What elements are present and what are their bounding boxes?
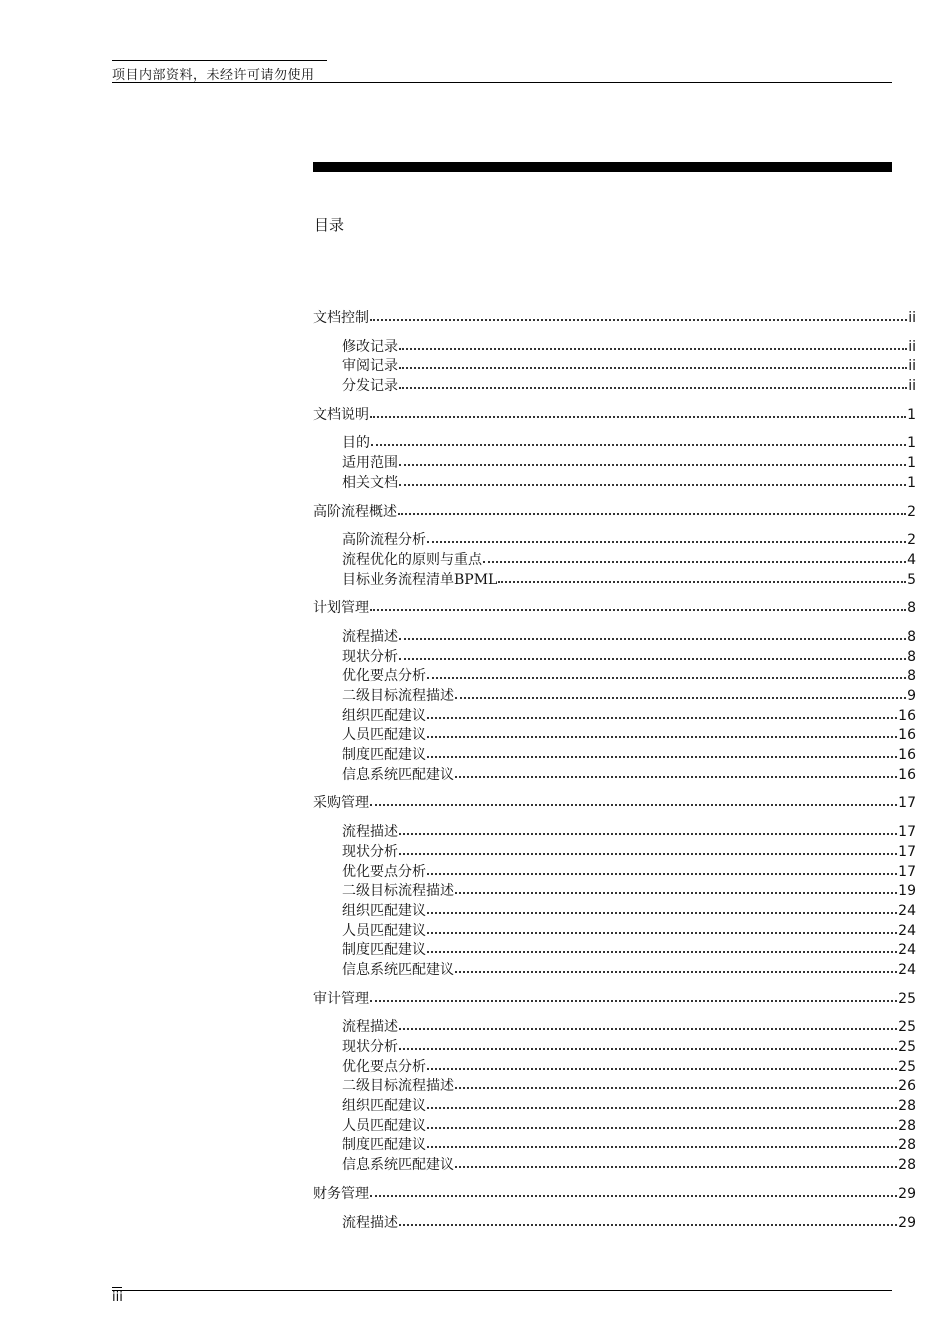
- toc-entry-page-number: 24: [898, 961, 916, 978]
- toc-entry-level-2[interactable]: [313, 1214, 916, 1234]
- toc-dot-leader: [455, 687, 906, 699]
- toc-entry-level-2[interactable]: [313, 726, 916, 746]
- toc-section: [313, 990, 916, 1176]
- toc-entry-level-2[interactable]: [313, 823, 916, 843]
- toc-entry-label: 流程描述: [342, 1019, 398, 1036]
- toc-entry-page-number: 28: [898, 1157, 916, 1174]
- toc-entry-page-number: 17: [898, 824, 916, 841]
- toc-entry-level-2[interactable]: [313, 1038, 916, 1058]
- toc-entry-page-number: 24: [898, 942, 916, 959]
- toc-entry-level-2[interactable]: [313, 1117, 916, 1137]
- toc-entry-label: 现状分析: [342, 843, 398, 860]
- toc-entry-page-number: 26: [898, 1078, 916, 1095]
- toc-entry-page-number: 29: [898, 1185, 916, 1202]
- toc-entry-level-2[interactable]: [313, 1156, 916, 1176]
- toc-entry-label: 信息系统匹配建议: [342, 1157, 454, 1174]
- header-notice: 项目内部资料，未经许可请勿使用: [112, 68, 315, 83]
- toc-entry-page-number: 8: [907, 668, 916, 685]
- toc-entry-level-2[interactable]: [313, 338, 916, 358]
- toc-dot-leader: [455, 1156, 897, 1168]
- toc-entry-label: 组织匹配建议: [342, 1098, 426, 1115]
- toc-entry-level-2[interactable]: [313, 1018, 916, 1038]
- toc-entry-page-number: 5: [907, 571, 916, 588]
- toc-dot-leader: [427, 726, 897, 738]
- toc-entry-level-2[interactable]: [313, 434, 916, 454]
- toc-dot-leader: [483, 551, 906, 563]
- toc-dot-leader: [399, 1038, 897, 1050]
- toc-dot-leader: [427, 1117, 897, 1129]
- toc-entry-page-number: ii: [908, 378, 916, 395]
- toc-dot-leader: [427, 1097, 897, 1109]
- toc-dot-leader: [399, 628, 906, 640]
- toc-dot-leader: [370, 406, 906, 418]
- footer-mark: [112, 1287, 122, 1288]
- toc-entry-label: 二级目标流程描述: [342, 1078, 454, 1095]
- toc-entry-level-2[interactable]: [313, 687, 916, 707]
- toc-entry-page-number: 1: [907, 435, 916, 452]
- table-of-contents: [313, 309, 916, 1242]
- toc-entry-page-number: 19: [898, 883, 916, 900]
- toc-entry-level-2[interactable]: [313, 746, 916, 766]
- toc-entry-level-2[interactable]: [313, 1058, 916, 1078]
- toc-dot-leader: [399, 843, 897, 855]
- toc-entry-page-number: 4: [907, 551, 916, 568]
- header-bottom-rule: [112, 82, 892, 83]
- toc-entry-page-number: 9: [907, 688, 916, 704]
- toc-section: [313, 406, 916, 494]
- toc-entry-page-number: 1: [907, 474, 916, 491]
- toc-entry-level-2[interactable]: [313, 628, 916, 648]
- toc-entry-label: 人员匹配建议: [342, 1117, 426, 1134]
- toc-entry-level-2[interactable]: [313, 902, 916, 922]
- toc-entry-page-number: 28: [898, 1137, 916, 1154]
- toc-dot-leader: [455, 961, 897, 973]
- toc-entry-page-number: ii: [908, 338, 916, 355]
- toc-entry-page-number: 8: [907, 648, 916, 665]
- toc-entry-level-1[interactable]: [313, 1185, 916, 1205]
- toc-entry-page-number: 16: [898, 727, 916, 744]
- header-top-rule: [112, 60, 327, 61]
- toc-dot-leader: [399, 377, 907, 389]
- toc-entry-page-number: 28: [898, 1117, 916, 1134]
- toc-entry-page-number: 16: [898, 747, 916, 764]
- toc-entry-label: 信息系统匹配建议: [342, 766, 454, 783]
- toc-entry-level-1[interactable]: [313, 794, 916, 814]
- footer-page-number: iii: [112, 1290, 123, 1305]
- toc-entry-label: 适用范围: [342, 455, 398, 472]
- toc-entry-label: 分发记录: [342, 378, 398, 395]
- toc-entry-level-2[interactable]: [313, 1097, 916, 1117]
- toc-entry-label: 财务管理: [313, 1185, 369, 1202]
- toc-dot-leader: [399, 338, 907, 350]
- toc-dot-leader: [427, 1136, 897, 1148]
- toc-entry-level-1[interactable]: [313, 406, 916, 426]
- toc-entry-label: 审阅记录: [342, 358, 398, 375]
- toc-entry-page-number: 2: [907, 503, 916, 520]
- toc-entry-page-number: 24: [898, 922, 916, 939]
- toc-section: [313, 503, 916, 591]
- toc-entry-label: 组织匹配建议: [342, 902, 426, 919]
- toc-entry-page-number: 25: [898, 1019, 916, 1036]
- toc-entry-page-number: 8: [907, 628, 916, 645]
- toc-dot-leader: [399, 1214, 897, 1226]
- toc-entry-level-2[interactable]: [313, 667, 916, 687]
- toc-dot-leader: [399, 357, 907, 369]
- toc-entry-label: 优化要点分析: [342, 668, 426, 685]
- toc-entry-page-number: ii: [908, 310, 916, 326]
- toc-entry-level-2[interactable]: [313, 766, 916, 786]
- toc-entry-label: 流程描述: [342, 628, 398, 645]
- toc-title: 目录: [314, 216, 345, 234]
- toc-dot-leader: [498, 571, 906, 583]
- toc-dot-leader: [427, 941, 897, 953]
- toc-entry-label: 文档控制: [313, 310, 369, 326]
- toc-entry-page-number: 17: [898, 795, 916, 812]
- toc-entry-level-2[interactable]: [313, 648, 916, 668]
- toc-entry-page-number: 16: [898, 707, 916, 724]
- toc-entry-label: 制度匹配建议: [342, 1137, 426, 1154]
- toc-entry-level-2[interactable]: [313, 1136, 916, 1156]
- toc-entry-label: 相关文档: [342, 474, 398, 491]
- toc-entry-level-2[interactable]: [313, 863, 916, 883]
- toc-dot-leader: [427, 902, 897, 914]
- toc-dot-leader: [399, 648, 906, 660]
- toc-entry-label: 流程描述: [342, 1214, 398, 1231]
- toc-section: [313, 794, 916, 980]
- toc-entry-label: 组织匹配建议: [342, 707, 426, 724]
- toc-entry-page-number: 25: [898, 1058, 916, 1075]
- toc-entry-level-1[interactable]: [313, 990, 916, 1010]
- toc-entry-label: 流程优化的原则与重点: [342, 551, 482, 568]
- toc-entry-level-2[interactable]: [313, 357, 916, 377]
- toc-entry-level-2[interactable]: [313, 551, 916, 571]
- toc-entry-level-1[interactable]: [313, 599, 916, 619]
- toc-dot-leader: [455, 1077, 897, 1089]
- toc-entry-label: 信息系统匹配建议: [342, 961, 454, 978]
- toc-entry-page-number: 1: [907, 455, 916, 472]
- toc-dot-leader: [455, 882, 897, 894]
- toc-entry-page-number: 16: [898, 766, 916, 783]
- toc-entry-label: 现状分析: [342, 1039, 398, 1055]
- toc-dot-leader: [427, 1058, 897, 1070]
- toc-entry-level-2[interactable]: [313, 531, 916, 551]
- toc-entry-label: 审计管理: [313, 990, 369, 1007]
- toc-dot-leader: [370, 794, 897, 806]
- title-bar: [313, 162, 892, 172]
- toc-entry-level-2[interactable]: [313, 474, 916, 494]
- toc-dot-leader: [427, 667, 906, 679]
- toc-dot-leader: [370, 599, 906, 611]
- toc-entry-label: 优化要点分析: [342, 1058, 426, 1075]
- toc-entry-page-number: 1: [907, 406, 916, 423]
- toc-entry-page-number: 17: [898, 843, 916, 860]
- toc-entry-page-number: 17: [898, 863, 916, 880]
- toc-entry-level-2[interactable]: [313, 377, 916, 397]
- toc-dot-leader: [399, 454, 906, 466]
- toc-entry-label: 制度匹配建议: [342, 747, 426, 764]
- toc-dot-leader: [370, 309, 907, 321]
- toc-dot-leader: [427, 707, 897, 719]
- toc-entry-page-number: 29: [898, 1214, 916, 1231]
- toc-dot-leader: [399, 823, 897, 835]
- toc-entry-label: 采购管理: [313, 795, 369, 812]
- toc-entry-level-2[interactable]: [313, 941, 916, 961]
- toc-dot-leader: [399, 474, 906, 486]
- toc-dot-leader: [455, 766, 897, 778]
- toc-entry-page-number: 28: [898, 1098, 916, 1115]
- toc-dot-leader: [427, 922, 897, 934]
- toc-dot-leader: [427, 746, 897, 758]
- toc-dot-leader: [399, 1018, 897, 1030]
- toc-entry-label: 人员匹配建议: [342, 922, 426, 939]
- toc-entry-level-2[interactable]: [313, 843, 916, 863]
- toc-dot-leader: [427, 531, 906, 543]
- toc-entry-level-2[interactable]: [313, 961, 916, 981]
- toc-entry-level-2[interactable]: [313, 454, 916, 474]
- toc-entry-page-number: 25: [898, 990, 916, 1007]
- toc-dot-leader: [370, 990, 897, 1002]
- toc-entry-label: 高阶流程分析: [342, 532, 426, 549]
- toc-entry-label: 流程描述: [342, 824, 398, 841]
- toc-entry-label: 现状分析: [342, 648, 398, 665]
- toc-entry-label: 目标业务流程清单BPML: [342, 571, 498, 588]
- toc-dot-leader: [370, 1185, 897, 1197]
- toc-dot-leader: [398, 503, 906, 515]
- toc-entry-level-2[interactable]: [313, 707, 916, 727]
- toc-entry-level-2[interactable]: [313, 922, 916, 942]
- footer-rule: [112, 1290, 892, 1291]
- toc-dot-leader: [371, 434, 906, 446]
- toc-entry-level-2[interactable]: [313, 1077, 916, 1097]
- toc-entry-label: 人员匹配建议: [342, 727, 426, 744]
- toc-entry-level-1[interactable]: [313, 309, 916, 329]
- toc-entry-page-number: ii: [908, 358, 916, 375]
- toc-section: [313, 599, 916, 785]
- toc-entry-page-number: 24: [898, 902, 916, 919]
- toc-entry-label: 二级目标流程描述: [342, 883, 454, 900]
- toc-entry-page-number: 25: [898, 1039, 916, 1055]
- toc-entry-label: 修改记录: [342, 338, 398, 355]
- toc-entry-level-1[interactable]: [313, 503, 916, 523]
- toc-dot-leader: [427, 863, 897, 875]
- toc-entry-label: 制度匹配建议: [342, 942, 426, 959]
- toc-entry-label: 优化要点分析: [342, 863, 426, 880]
- toc-entry-label: 文档说明: [313, 406, 369, 423]
- toc-entry-label: 目的: [342, 435, 370, 452]
- toc-entry-label: 计划管理: [313, 600, 369, 617]
- toc-entry-page-number: 8: [907, 600, 916, 617]
- toc-entry-level-2[interactable]: [313, 882, 916, 902]
- toc-entry-page-number: 2: [907, 532, 916, 549]
- toc-section: [313, 309, 916, 397]
- toc-entry-level-2[interactable]: [313, 571, 916, 591]
- toc-entry-label: 高阶流程概述: [313, 503, 397, 520]
- toc-entry-label: 二级目标流程描述: [342, 688, 454, 704]
- toc-section: [313, 1185, 916, 1233]
